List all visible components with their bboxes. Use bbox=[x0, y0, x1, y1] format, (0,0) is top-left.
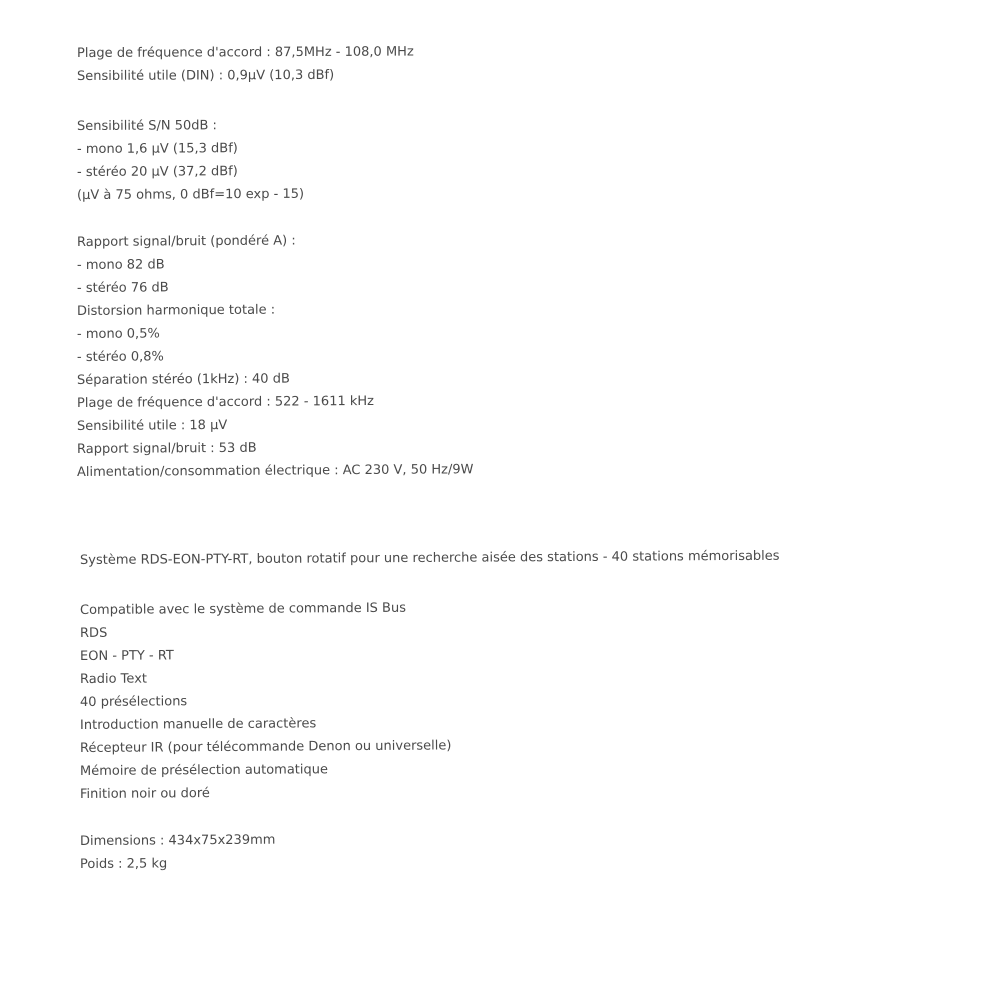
feature-line: Introduction manuelle de caractères bbox=[79, 716, 317, 733]
spec-line: Séparation stéréo (1kHz) : 40 dB bbox=[76, 371, 290, 388]
spec-line: - mono 0,5% bbox=[76, 326, 160, 342]
fm-tuning-specs bbox=[77, 42, 414, 88]
spec-line: Rapport signal/bruit (pondéré A) : bbox=[76, 233, 296, 250]
feature-line: EON - PTY - RT bbox=[79, 648, 174, 664]
spec-line: Dimensions : 434x75x239mm bbox=[79, 832, 276, 849]
feature-line: 40 présélections bbox=[79, 694, 188, 710]
spec-line: - stéréo 0,8% bbox=[76, 349, 164, 365]
dimensions-weight bbox=[80, 830, 275, 876]
spec-line: - mono 1,6 µV (15,3 dBf) bbox=[76, 141, 238, 157]
spec-line: Distorsion harmonique totale : bbox=[76, 302, 276, 319]
spec-line: Sensibilité utile : 18 µV bbox=[76, 417, 228, 434]
feature-line: RDS bbox=[79, 625, 108, 641]
spec-line: - mono 82 dB bbox=[76, 257, 165, 273]
spec-line: Poids : 2,5 kg bbox=[79, 856, 168, 872]
feature-line: Radio Text bbox=[79, 671, 148, 687]
sn-sensitivity-specs bbox=[77, 115, 304, 207]
feature-line: Compatible avec le système de commande IS Bus bbox=[79, 600, 407, 618]
rds-system-description bbox=[80, 549, 780, 572]
signal-noise-specs bbox=[77, 231, 473, 484]
feature-line: Récepteur IR (pour télécommande Denon ou universelle) bbox=[79, 738, 452, 756]
spec-line: Plage de fréquence d'accord : 87,5MHz - 108,0 MHz bbox=[76, 44, 414, 61]
spec-line: Plage de fréquence d'accord : 522 - 1611 kHz bbox=[76, 393, 375, 411]
spec-line: Rapport signal/bruit : 53 dB bbox=[76, 440, 257, 457]
spec-line: - stéréo 76 dB bbox=[76, 280, 169, 296]
spec-line: Sensibilité S/N 50dB : bbox=[76, 118, 217, 134]
spec-line: - stéréo 20 µV (37,2 dBf) bbox=[76, 164, 238, 180]
feature-line: Mémoire de présélection automatique bbox=[79, 762, 329, 779]
spec-line: Alimentation/consommation électrique : AC 230 V, 50 Hz/9W bbox=[76, 462, 474, 480]
features-list bbox=[80, 599, 451, 806]
spec-line: Système RDS-EON-PTY-RT, bouton rotatif pour une recherche aisée des stations - 40 stations mémorisables bbox=[79, 548, 780, 568]
feature-line: Finition noir ou doré bbox=[79, 786, 210, 802]
spec-line: Sensibilité utile (DIN) : 0,9µV (10,3 dBf) bbox=[76, 67, 335, 84]
spec-line: (µV à 75 ohms, 0 dBf=10 exp - 15) bbox=[76, 186, 305, 203]
